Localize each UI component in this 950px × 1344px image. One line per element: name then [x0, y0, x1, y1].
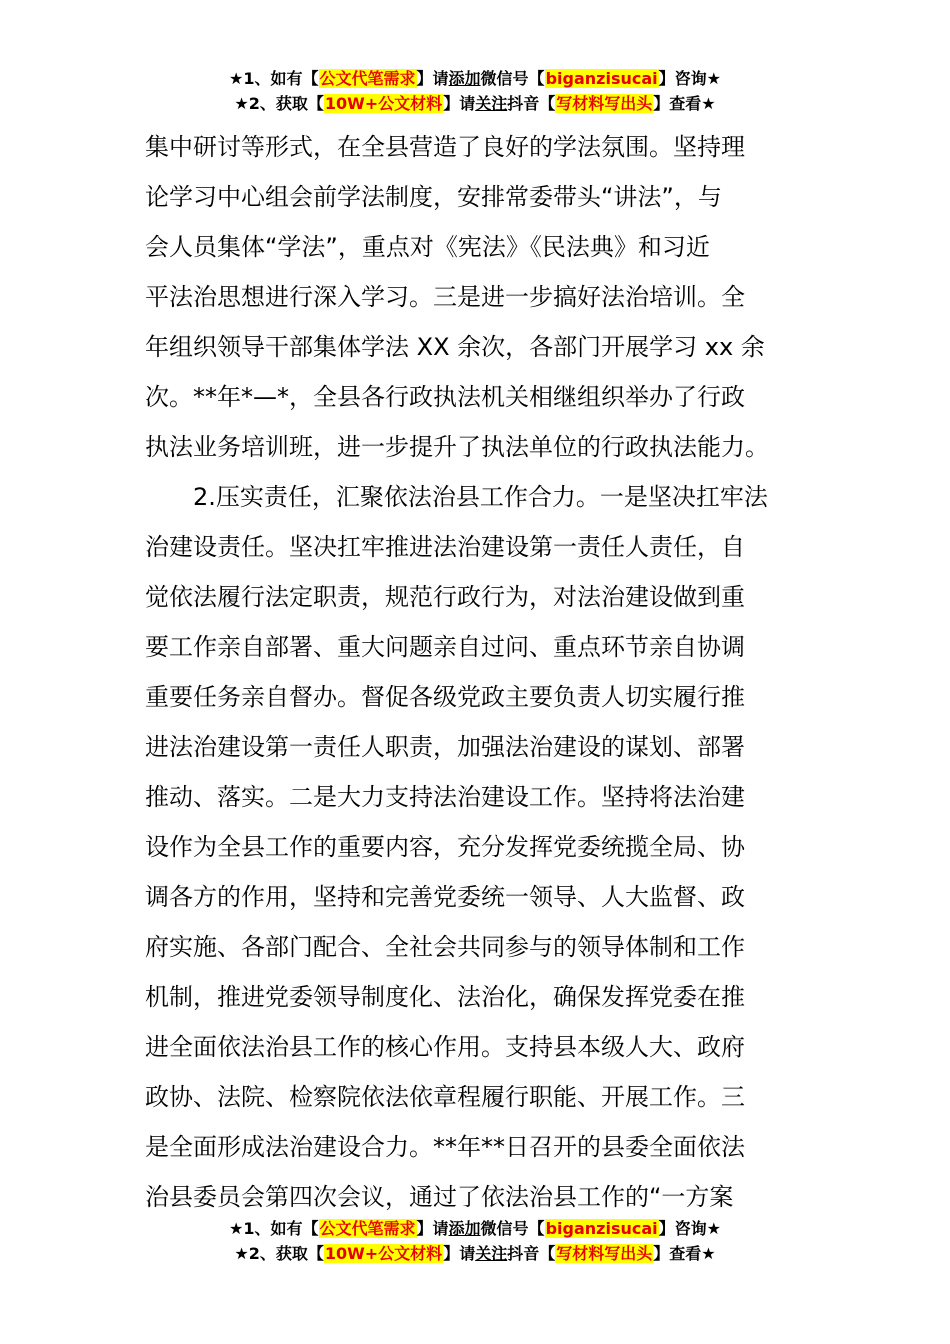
- banner-highlight: 写材料写出头: [556, 94, 653, 113]
- text-line: 集中研讨等形式，在全县营造了良好的学法氛围。坚持理: [145, 133, 745, 161]
- text-line: 要工作亲自部署、重大问题亲自过问、重点环节亲自协调: [145, 633, 745, 661]
- banner-highlight: 公文代笔需求: [319, 69, 416, 88]
- text-line: 进法治建设第一责任人职责，加强法治建设的谋划、部署: [145, 733, 745, 761]
- text-line: 重要任务亲自督办。督促各级党政主要负责人切实履行推: [145, 683, 745, 711]
- text-line: 设作为全县工作的重要内容，充分发挥党委统揽全局、协: [145, 833, 745, 861]
- text-line: 政协、法院、检察院依法依章程履行职能、开展工作。三: [145, 1083, 745, 1111]
- banner-highlight: biganzisucai: [545, 1219, 658, 1238]
- banner-line-1: ★1、如有【公文代笔需求】请添加微信号【biganzisucai】咨询★: [229, 69, 721, 88]
- header-banner: [0, 66, 950, 116]
- banner-line-1: ★1、如有【公文代笔需求】请添加微信号【biganzisucai】咨询★: [229, 1219, 721, 1238]
- text-line: 平法治思想进行深入学习。三是进一步搞好法治培训。全: [145, 283, 745, 311]
- text-line: 机制，推进党委领导制度化、法治化，确保发挥党委在推: [145, 983, 745, 1011]
- banner-highlight: 写材料写出头: [556, 1244, 653, 1263]
- footer-banner: [0, 1216, 950, 1266]
- banner-highlight: 10W+公文材料: [324, 94, 443, 113]
- text-line: 府实施、各部门配合、全社会共同参与的领导体制和工作: [145, 933, 745, 961]
- text-line: 推动、落实。二是大力支持法治建设工作。坚持将法治建: [145, 783, 745, 811]
- text-line: 治县委员会第四次会议，通过了依法治县工作的“一方案: [145, 1183, 734, 1211]
- text-line: 年组织领导干部集体学法 XX 余次，各部门开展学习 xx 余: [145, 333, 765, 361]
- paragraph-1: [145, 122, 809, 472]
- text-line: 治建设责任。坚决扛牢推进法治建设第一责任人责任，自: [145, 533, 745, 561]
- text-line: 2.压实责任，汇聚依法治县工作合力。一是坚决扛牢法: [193, 483, 768, 511]
- banner-line-2: ★2、获取【10W+公文材料】请关注抖音【写材料写出头】查看★: [234, 94, 716, 113]
- text-line: 觉依法履行法定职责，规范行政行为，对法治建设做到重: [145, 583, 745, 611]
- text-line: 是全面形成法治建设合力。**年**日召开的县委全面依法: [145, 1133, 745, 1161]
- text-line: 次。**年*—*，全县各行政执法机关相继组织举办了行政: [145, 383, 745, 411]
- text-line: 论学习中心组会前学法制度，安排常委带头“讲法”，与: [145, 183, 722, 211]
- banner-highlight: 公文代笔需求: [319, 1219, 416, 1238]
- document-body: [145, 122, 809, 1222]
- text-line: 会人员集体“学法”，重点对《宪法》《民法典》和习近: [145, 233, 710, 261]
- text-line: 执法业务培训班，进一步提升了执法单位的行政执法能力。: [145, 433, 769, 461]
- text-line: 进全面依法治县工作的核心作用。支持县本级人大、政府: [145, 1033, 745, 1061]
- paragraph-2: [145, 472, 809, 1222]
- text-line: 调各方的作用，坚持和完善党委统一领导、人大监督、政: [145, 883, 745, 911]
- banner-line-2: ★2、获取【10W+公文材料】请关注抖音【写材料写出头】查看★: [234, 1244, 716, 1263]
- banner-highlight: 10W+公文材料: [324, 1244, 443, 1263]
- banner-highlight: biganzisucai: [545, 69, 658, 88]
